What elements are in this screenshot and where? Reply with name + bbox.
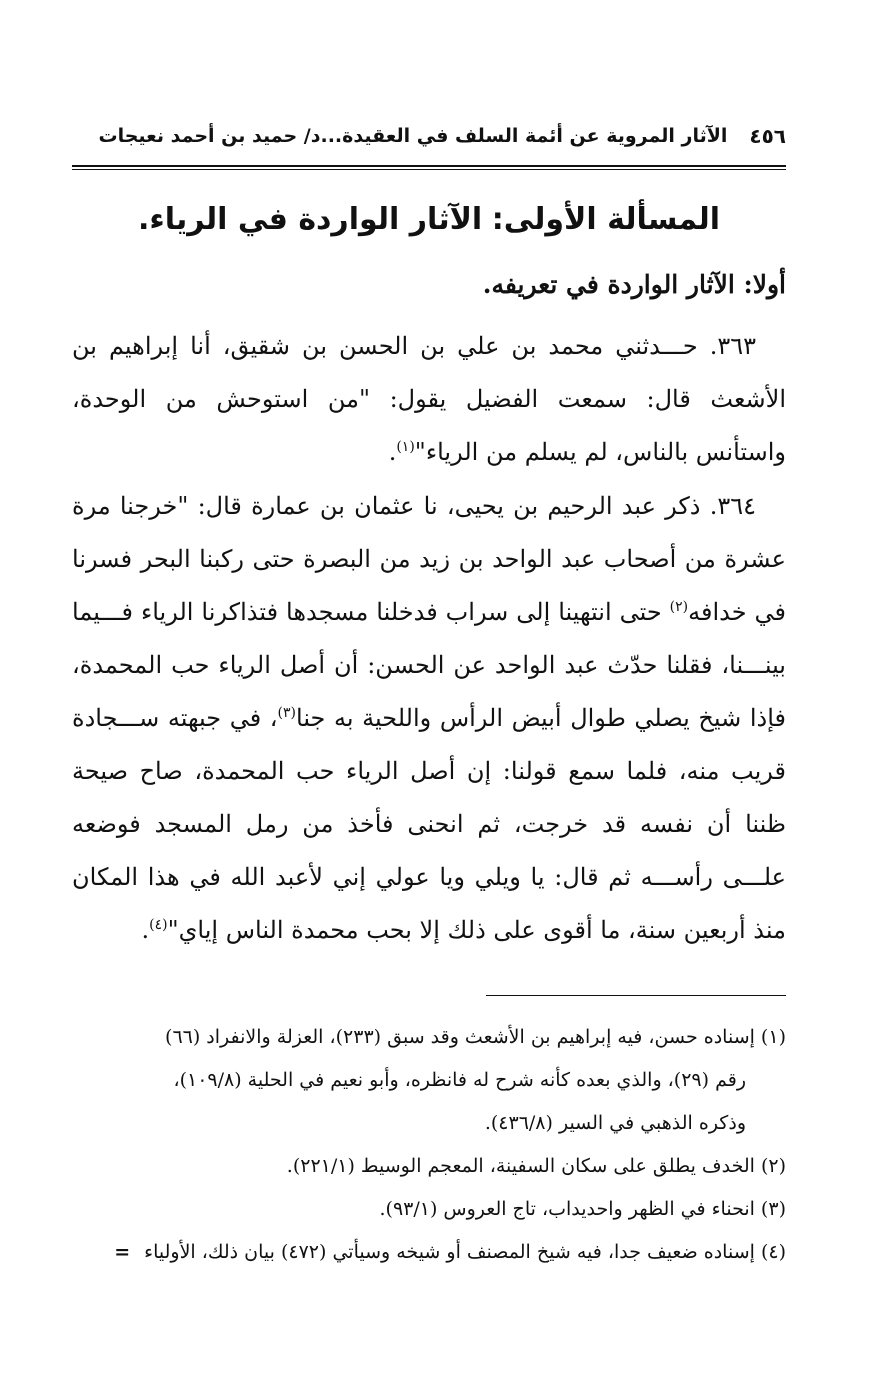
paragraph-end: . — [141, 916, 150, 944]
footnote-4 — [40, 1231, 786, 1274]
continuation-mark: = — [114, 1241, 131, 1263]
paragraph-text: حتى انتهينا إلى سراب فدخلنا مسجدها فتذاكرنا الرياء فـــيما بينـــنا، فقلنا حدّث عبد الواحد عن الحسن: أن أصل الرياء حب المحمدة، فإذا شيخ يصلي طوال أبيض الرأس واللحية به جنا — [72, 598, 787, 732]
running-header — [72, 116, 786, 156]
heading-lead: المسألة الأولى: — [491, 202, 721, 237]
paragraph-363 — [72, 320, 786, 479]
running-title: الآثار المروية عن أئمة السلف في العقيدة...د/ حميد بن أحمد نعيجات — [98, 125, 728, 147]
footnote-ref: (١) — [396, 439, 415, 455]
heading-main: الآثار الواردة في الرياء. — [137, 202, 483, 237]
footnote-line: رقم (٢٩)، والذي بعده كأنه شرح له فانظره، وأبو نعيم في الحلية (١٠٩/٨)، — [173, 1069, 746, 1091]
paragraph-end: . — [388, 438, 397, 466]
footnote-ref: (٢) — [669, 599, 689, 615]
paragraph-text: ٣٦٣. حـــدثني محمد بن علي بن الحسن بن شقيق، أنا إبراهيم بن الأشعث قال: سمعت الفضيل يقول: "من استوحش من الوحدة، واستأنس بالناس، لم يسلم من الرياء" — [72, 332, 786, 466]
footnote-ref: (٤) — [149, 917, 168, 933]
footnote-3 — [40, 1188, 786, 1231]
paragraph-364 — [72, 480, 786, 957]
header-rule — [72, 165, 786, 170]
footnotes — [40, 1016, 786, 1274]
footnote-ref: (٣) — [277, 705, 296, 721]
footnote-line: وذكره الذهبي في السير (٤٣٦/٨). — [484, 1112, 746, 1134]
section-heading — [72, 192, 786, 248]
subheading: أولا: الآثار الواردة في تعريفه. — [482, 270, 786, 299]
page-number: ٤٥٦ — [749, 124, 786, 148]
paragraph-text: ٣٦٤. ذكر عبد الرحيم بن يحيى، نا عثمان بن عمارة قال: "خرجنا مرة عشرة من أصحاب عبد الواحد بن زيد من البصرة حتى ركبنا البحر فسرنا في خدافه — [72, 492, 787, 626]
footnote-1 — [40, 1016, 786, 1145]
paragraph-text: ، في جبهته ســـجادة قريب منه، فلما سمع قولنا: إن أصل الرياء حب المحمدة، صاح صيحة ظننا أن نفسه قد خرجت، ثم انحنى فأخذ من رمل المسجد فوضعه علـــى رأســـه ثم قال: يا ويلي ويا عولي إني لأعبد الله في هذا المكان منذ أربعين سنة، ما أقوى على ذلك إلا بحب محمدة الناس إياي" — [72, 704, 786, 944]
footnote-line: (٤) إسناده ضعيف جدا، فيه شيخ المصنف أو شيخه وسيأتي (٤٧٢) بيان ذلك، الأولياء — [144, 1241, 786, 1263]
footnote-line: (٣) انحناء في الظهر واحديداب، تاج العروس (٩٣/١). — [379, 1198, 786, 1220]
footnote-line: (١) إسناده حسن، فيه إبراهيم بن الأشعث وقد سبق (٢٣٣)، العزلة والانفراد (٦٦) — [165, 1026, 786, 1048]
footnote-line: (٢) الخدف يطلق على سكان السفينة، المعجم الوسيط (٢٢١/١). — [286, 1155, 786, 1177]
footnote-rule — [486, 995, 786, 996]
footnote-2 — [40, 1145, 786, 1188]
